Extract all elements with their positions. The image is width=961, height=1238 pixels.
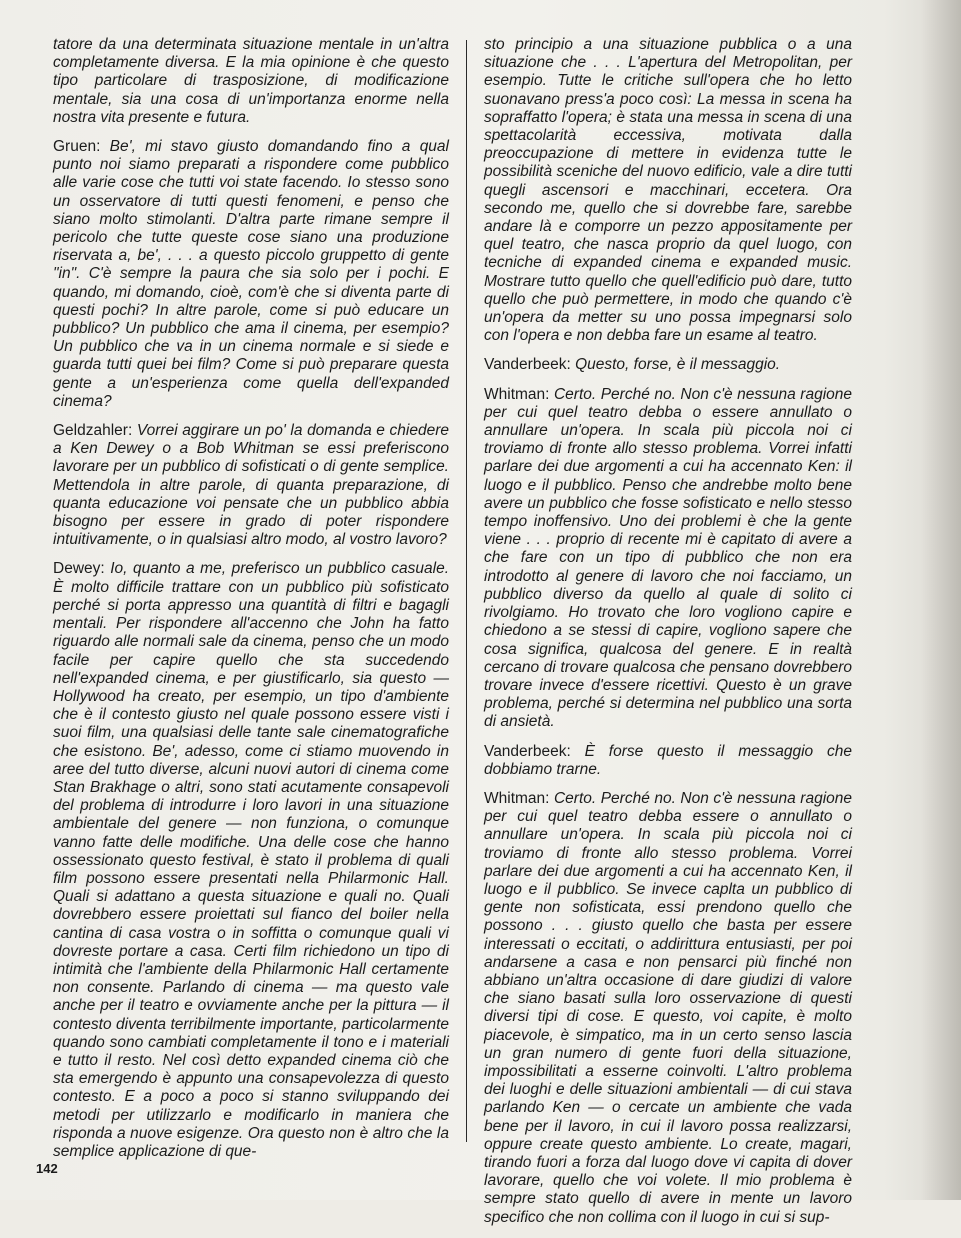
paragraph-whitman <box>484 386 852 732</box>
paragraph-continuation <box>484 36 852 345</box>
speaker-label: Whitman: <box>484 789 554 807</box>
left-column <box>53 36 449 1172</box>
binding-shadow <box>921 0 961 1200</box>
speech-text: Certo. Perché no. Non c'è nessuna ragione per cui quel teatro debba o essere annullato o annullare un'opera. In scala più piccola noi ci troviamo di fronte allo stesso problema. Vorrei infatti parlare dei due argomenti a cui ha accennato Ken: il luogo e il pubblico. Penso che andrebbe molto bene avere un pubblico che fosse sofisticato e nello stesso tempo inoffensivo. Uno dei problemi è che la gente viene . . . proprio di recente mi è capitato di avere a che fare con un tipo di pubblico che non era introdotto al genere di lavoro che noi facciamo, un pubblico diverso da quello al quale di solito ci rivolgiamo. Ho trovato che loro vogliono capire e chiedono a se stessi di capire, vogliono sapere che cosa significa, qualcosa del genere. E in realtà cercano di trovare qualcosa che pensano dovrebbero trovare invece d'essere ricettivi. Questo è un grave problema, perché si determina nel pubblico una sorta di ansietà. <box>484 385 853 731</box>
speech-text: Questo, forse, è il messaggio. <box>575 356 781 374</box>
right-column <box>484 36 852 1238</box>
speech-text: Io, quanto a me, preferisco un pubblico casuale. È molto difficile trattare con un pubblico più sofisticato perché si porta appresso una quantità di filtri e bagagli mentali. Per rispondere all'accenno che John ha fatto riguardo alle normali sale da cinema, penso che un modo facile per capire quello che sta succedendo nell'expanded cinema, e per giustificarlo, sia questo — Hollywood ha creato, per esempio, un tipo d'ambiente che è il contesto giusto nel quale possono essere visti i suoi film, una qualsiasi delle tante sale cinematografiche che esistono. Be', adesso, come ci stiamo muovendo in aree del tutto diverse, alcuni nuovi autori di cinema come Stan Brakhage o altri, sono stati acutamente consapevoli del problema di introdurre i loro lavori in una situazione ambientale del genere — non funziona, o comunque vanno fatte delle modifiche. Una delle cose che hanno ossessionato questo festival, è stato il problema di quali film possono essere presentati nella Philarmonic Hall. Quali si adattano a questa situazione e quali no. Quali dovrebbero essere proiettati sul fianco del boiler nella cantina di casa vostra o in soffitta o comunque quali vi dovreste portare a casa. Certi film richiedono un tipo di intimità che l'ambiente della Philarmonic Hall certamente non consente. Parlando di cinema — ma questo vale anche per il teatro e ovviamente anche per la pittura — il contesto diventa terribilmente importante, particolarmente quando sono cambiati completamente il tono e i materiali e tutto il resto. Nel così detto expanded cinema ciò che sta emergendo è appunto una consapevolezza di questo contesto. E a poco a poco si stanno sviluppando dei metodi per utilizzarlo e modificarlo in maniera che risponda a nuove esigenze. Ora questo non è altro che la semplice applicazione di que- <box>53 560 449 1160</box>
paragraph-dewey <box>53 560 449 1161</box>
speech-text: sto principio a una situazione pubblica o a una situazione che . . . L'apertura del Metropolitan, per esempio. Tutte le critiche sull'opera che ho letto suonavano press'a poco così: La messa in scena ha sopraffatto l'opera; è stata una messa in scena di una spettacolarità eccessiva, motivata dalla preoccupazione di mettere in evidenza tutte le possibilità sceniche del nuovo edificio, vale a dire tutti quegli ascensori e macchinari, eccetera. Ora secondo me, quello che si dovrebbe fare, sarebbe andare là e comporre un pezzo appositamente per quel teatro, che nasca proprio da quel luogo, con tecniche di expanded cinema e expanded music. Mostrare tutto quello che quell'edificio può dare, tutto quello che può permettere, in modo che quando c'è un'opera da metter su uno possa impegnarsi solo con l'opera e non debba fare un esame al teatro. <box>484 36 852 345</box>
column-rule <box>466 40 467 1142</box>
speech-text: È forse questo il messaggio che dobbiamo trarne. <box>484 742 853 778</box>
paragraph-geldzahler <box>53 422 449 549</box>
speaker-label: Vanderbeek: <box>484 356 576 374</box>
speech-text: Certo. Perché no. Non c'è nessuna ragione per cui quel teatro debba essere o annullato o annullare un'opera. In scala più piccola noi ci troviamo di fronte allo stesso problema. Vorrei parlare dei due argomenti a cui ha accennato Ken, il luogo e il pubblico. Se invece caplta un pubblico di gente non sofisticata, essi prendono quello che possono . . . giusto quello che basta per essere interessati o eccitati, o addirittura entusiasti, per poi andarsene a casa e non pensarci più finché non abbiano un'altra occasione di dare giudizi di valore che siano basati sulla loro osservazione di questi diversi tipi di cose. E questo, voi capite, è molto piacevole, è simpatico, ma in un certo senso lascia un gran numero di gente fuori della situazione, impossibilitati a esserne coinvolti. L'altro problema dei luoghi e delle situazioni ambientali — di cui stava parlando Ken — o cercate un ambiente che vada bene per il lavoro, in cui il lavoro possa realizzarsi, oppure create questo ambiente. Lo create, magari, tirando fuori a forza dal luogo dove vi capita di dover lavorare, quello che voi volete. Il mio problema è sempre stato quello di avere in mente un lavoro specifico che non collima con il luogo in cui si sup- <box>484 789 853 1226</box>
paragraph-whitman <box>484 790 852 1227</box>
paragraph-gruen <box>53 138 449 411</box>
speaker-label: Vanderbeek: <box>484 742 585 760</box>
speaker-label: Geldzahler: <box>53 422 137 440</box>
page-number: 142 <box>36 1161 58 1176</box>
speaker-label: Dewey: <box>53 560 111 578</box>
speech-text: Vorrei aggirare un po' la domanda e chiedere a Ken Dewey o a Bob Whitman se essi preferiscono lavorare per un pubblico di sofisticati o di gente semplice. Mettendola in altre parole, di quanta preparazione, di quanta educazione voi pensate che un pubblico abbia bisogno per essere in grado di poter rispondere intuitivamente, o in qualsiasi altro modo, al vostro lavoro? <box>53 422 449 549</box>
speaker-label: Whitman: <box>484 385 554 403</box>
paragraph-vanderbeek <box>484 356 852 374</box>
paragraph-continuation <box>53 36 449 127</box>
speech-text: tatore da una determinata situazione mentale in un'altra completamente diversa. E la mia opinione è che questo tipo particolare di trasposizione, di modificazione mentale, sia una cosa di un'importanza enorme nella nostra vita presente e futura. <box>53 36 449 126</box>
paragraph-vanderbeek <box>484 743 852 779</box>
speech-text: Be', mi stavo giusto domandando fino a qual punto noi siamo preparati a rispondere come pubblico alle varie cose che tutti voi state facendo. Io stesso sono un osservatore di tutti questi fenomeni, e penso che siano molto stimolanti. D'altra parte rimane sempre il pericolo che tutte queste cose siano una produzione riservata a, be', . . . a questo piccolo gruppetto di gente "in". C'è sempre la paura che sia solo per i pochi. E quando, mi domando, cioè, com'è che si diventa parte di questi pochi? In altre parole, come si può educare un pubblico? Un pubblico che ama il cinema, per esempio? Un pubblico che va in un cinema normale e si siede e guarda tutti quei bei film? Come si può preparare questa gente a un'esperienza come quella dell'expanded cinema? <box>53 138 449 410</box>
speaker-label: Gruen: <box>53 138 110 156</box>
